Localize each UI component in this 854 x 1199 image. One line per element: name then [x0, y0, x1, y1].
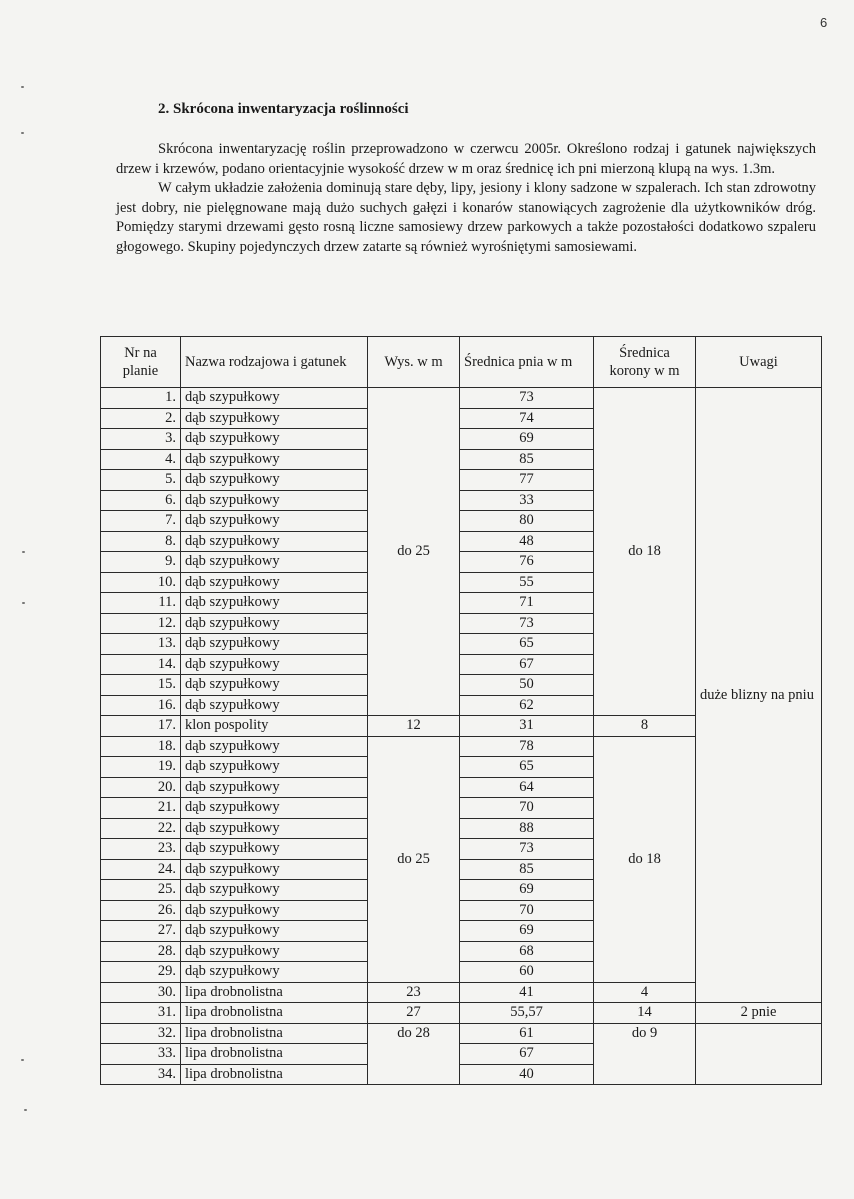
cell-crown-diameter: 14: [594, 1003, 696, 1024]
cell-name: dąb szypułkowy: [181, 675, 368, 696]
cell-trunk-diameter: 69: [460, 921, 594, 942]
cell-nr: 8.: [101, 531, 181, 552]
table-row: [101, 388, 822, 409]
cell-nr: 27.: [101, 921, 181, 942]
cell-nr: 16.: [101, 695, 181, 716]
header-crown-diameter: Średnica korony w m: [594, 337, 696, 388]
cell-nr: 1.: [101, 388, 181, 409]
cell-height: do 25: [368, 388, 460, 716]
cell-nr: 18.: [101, 736, 181, 757]
cell-name: dąb szypułkowy: [181, 408, 368, 429]
cell-nr: 30.: [101, 982, 181, 1003]
cell-trunk-diameter: 41: [460, 982, 594, 1003]
cell-name: lipa drobnolistna: [181, 1023, 368, 1044]
cell-nr: 10.: [101, 572, 181, 593]
cell-trunk-diameter: 65: [460, 634, 594, 655]
cell-nr: 34.: [101, 1064, 181, 1085]
cell-name: dąb szypułkowy: [181, 552, 368, 573]
cell-nr: 14.: [101, 654, 181, 675]
cell-nr: 19.: [101, 757, 181, 778]
paragraph: W całym układzie założenia dominują stare dęby, lipy, jesiony i klony sadzone w szpalerach. Ich stan zdrowotny jest dobry, nie pielęgnowane mają dużo suchych gałęzi i konarów stanowiących zagrożenie dla użytkowników dróg. Pomiędzy starymi drzewami gęsto rosną liczne samosiewy drzew parkowych a także pozostałości dodatkowo szpaleru głogowego. Skupiny pojedynczych drzew zatarte są również wyrośniętymi samosiewami.: [116, 180, 816, 255]
cell-name: dąb szypułkowy: [181, 900, 368, 921]
section-heading: 2. Skrócona inwentaryzacja roślinności: [158, 101, 409, 117]
header-height: Wys. w m: [368, 337, 460, 388]
cell-name: lipa drobnolistna: [181, 1064, 368, 1085]
table-header-row: [101, 337, 822, 388]
cell-name: dąb szypułkowy: [181, 941, 368, 962]
header-remarks: Uwagi: [696, 337, 822, 388]
cell-trunk-diameter: 71: [460, 593, 594, 614]
cell-name: dąb szypułkowy: [181, 429, 368, 450]
cell-name: dąb szypułkowy: [181, 695, 368, 716]
cell-nr: 3.: [101, 429, 181, 450]
cell-nr: 5.: [101, 470, 181, 491]
header-trunk-diameter: Średnica pnia w m: [460, 337, 594, 388]
cell-height: do 28: [368, 1023, 460, 1085]
cell-nr: 32.: [101, 1023, 181, 1044]
cell-trunk-diameter: 68: [460, 941, 594, 962]
cell-nr: 29.: [101, 962, 181, 983]
cell-name: dąb szypułkowy: [181, 613, 368, 634]
cell-name: klon pospolity: [181, 716, 368, 737]
cell-trunk-diameter: 67: [460, 1044, 594, 1065]
cell-name: dąb szypułkowy: [181, 490, 368, 511]
cell-name: dąb szypułkowy: [181, 388, 368, 409]
cell-nr: 33.: [101, 1044, 181, 1065]
cell-name: dąb szypułkowy: [181, 470, 368, 491]
table-row: [101, 1003, 822, 1024]
cell-crown-diameter: do 9: [594, 1023, 696, 1085]
cell-trunk-diameter: 69: [460, 880, 594, 901]
cell-trunk-diameter: 80: [460, 511, 594, 532]
scan-speck: [24, 1109, 27, 1111]
cell-trunk-diameter: 70: [460, 900, 594, 921]
cell-name: dąb szypułkowy: [181, 859, 368, 880]
cell-trunk-diameter: 64: [460, 777, 594, 798]
header-nr: Nr na planie: [101, 337, 181, 388]
cell-name: dąb szypułkowy: [181, 757, 368, 778]
cell-nr: 6.: [101, 490, 181, 511]
cell-trunk-diameter: 76: [460, 552, 594, 573]
cell-nr: 9.: [101, 552, 181, 573]
cell-trunk-diameter: 67: [460, 654, 594, 675]
cell-crown-diameter: 8: [594, 716, 696, 737]
cell-trunk-diameter: 48: [460, 531, 594, 552]
cell-nr: 20.: [101, 777, 181, 798]
cell-nr: 31.: [101, 1003, 181, 1024]
cell-name: dąb szypułkowy: [181, 634, 368, 655]
cell-nr: 4.: [101, 449, 181, 470]
cell-name: lipa drobnolistna: [181, 1003, 368, 1024]
scan-speck: [21, 132, 24, 134]
cell-nr: 15.: [101, 675, 181, 696]
cell-trunk-diameter: 77: [460, 470, 594, 491]
cell-height: 12: [368, 716, 460, 737]
cell-nr: 12.: [101, 613, 181, 634]
scan-speck: [22, 551, 25, 553]
page-number: 6: [820, 15, 828, 30]
cell-trunk-diameter: 33: [460, 490, 594, 511]
cell-name: dąb szypułkowy: [181, 736, 368, 757]
cell-trunk-diameter: 69: [460, 429, 594, 450]
cell-name: lipa drobnolistna: [181, 1044, 368, 1065]
scan-speck: [21, 1059, 24, 1061]
table-row: [101, 1023, 822, 1044]
cell-remarks: duże blizny na pniu: [696, 388, 822, 1003]
cell-nr: 22.: [101, 818, 181, 839]
cell-name: lipa drobnolistna: [181, 982, 368, 1003]
cell-nr: 17.: [101, 716, 181, 737]
inventory-table: [100, 336, 822, 1085]
cell-trunk-diameter: 31: [460, 716, 594, 737]
cell-nr: 13.: [101, 634, 181, 655]
cell-trunk-diameter: 78: [460, 736, 594, 757]
cell-trunk-diameter: 55: [460, 572, 594, 593]
cell-trunk-diameter: 70: [460, 798, 594, 819]
cell-name: dąb szypułkowy: [181, 593, 368, 614]
cell-trunk-diameter: 73: [460, 613, 594, 634]
cell-nr: 24.: [101, 859, 181, 880]
cell-name: dąb szypułkowy: [181, 654, 368, 675]
cell-trunk-diameter: 65: [460, 757, 594, 778]
cell-name: dąb szypułkowy: [181, 839, 368, 860]
cell-name: dąb szypułkowy: [181, 921, 368, 942]
cell-name: dąb szypułkowy: [181, 531, 368, 552]
header-name: Nazwa rodzajowa i gatunek: [181, 337, 368, 388]
cell-name: dąb szypułkowy: [181, 880, 368, 901]
cell-nr: 28.: [101, 941, 181, 962]
cell-crown-diameter: 4: [594, 982, 696, 1003]
cell-remarks: 2 pnie: [696, 1003, 822, 1024]
cell-crown-diameter: do 18: [594, 736, 696, 982]
cell-name: dąb szypułkowy: [181, 511, 368, 532]
cell-trunk-diameter: 61: [460, 1023, 594, 1044]
cell-trunk-diameter: 60: [460, 962, 594, 983]
cell-name: dąb szypułkowy: [181, 962, 368, 983]
cell-trunk-diameter: 73: [460, 388, 594, 409]
cell-name: dąb szypułkowy: [181, 777, 368, 798]
scan-speck: [21, 86, 24, 88]
paragraph: Skrócona inwentaryzację roślin przeprowadzono w czerwcu 2005r. Określono rodzaj i gatunek największych drzew i krzewów, podano orientacyjnie wysokość drzew w m oraz średnicę ich pni mierzoną klupą na wys. 1.3m.: [116, 141, 816, 177]
cell-name: dąb szypułkowy: [181, 449, 368, 470]
cell-trunk-diameter: 73: [460, 839, 594, 860]
cell-name: dąb szypułkowy: [181, 572, 368, 593]
cell-height: 27: [368, 1003, 460, 1024]
cell-trunk-diameter: 85: [460, 449, 594, 470]
cell-crown-diameter: do 18: [594, 388, 696, 716]
cell-height: do 25: [368, 736, 460, 982]
cell-trunk-diameter: 62: [460, 695, 594, 716]
scan-speck: [22, 602, 25, 604]
cell-remarks: [696, 1023, 822, 1085]
cell-nr: 23.: [101, 839, 181, 860]
cell-height: 23: [368, 982, 460, 1003]
cell-name: dąb szypułkowy: [181, 798, 368, 819]
cell-name: dąb szypułkowy: [181, 818, 368, 839]
cell-trunk-diameter: 55,57: [460, 1003, 594, 1024]
cell-trunk-diameter: 88: [460, 818, 594, 839]
cell-trunk-diameter: 50: [460, 675, 594, 696]
cell-nr: 26.: [101, 900, 181, 921]
cell-nr: 21.: [101, 798, 181, 819]
cell-nr: 25.: [101, 880, 181, 901]
cell-trunk-diameter: 85: [460, 859, 594, 880]
section-body: [116, 140, 816, 257]
cell-trunk-diameter: 74: [460, 408, 594, 429]
cell-trunk-diameter: 40: [460, 1064, 594, 1085]
cell-nr: 11.: [101, 593, 181, 614]
cell-nr: 7.: [101, 511, 181, 532]
cell-nr: 2.: [101, 408, 181, 429]
